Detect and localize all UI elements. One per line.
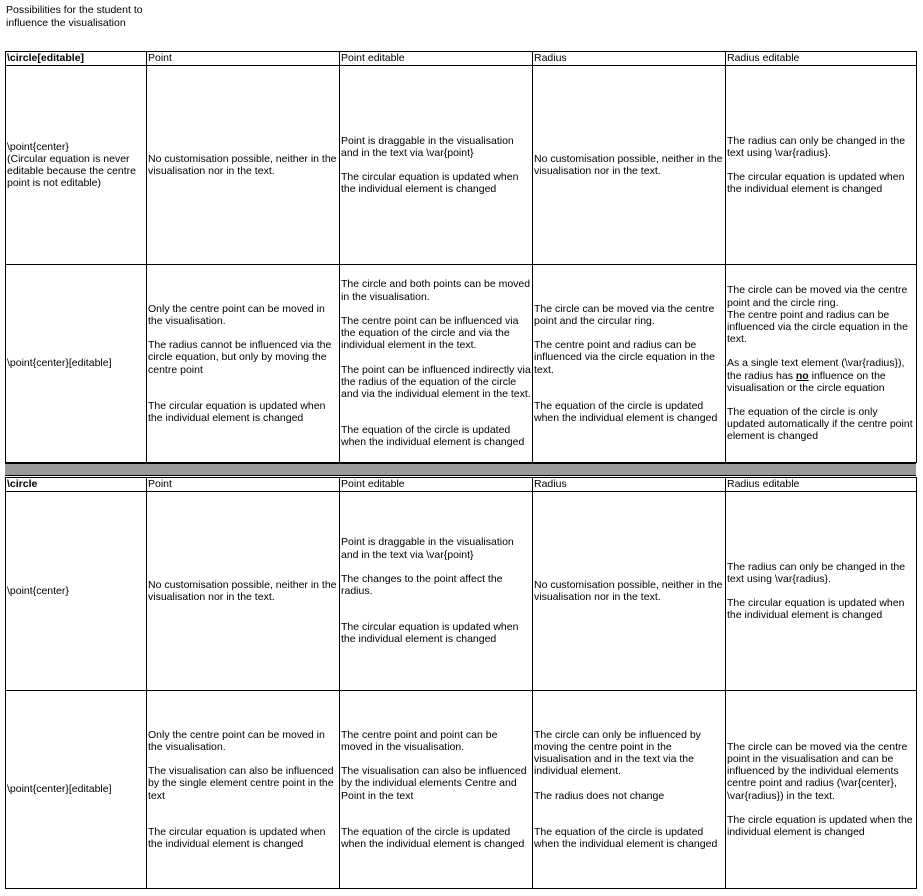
cell-paragraph — [534, 388, 724, 400]
table-cell — [147, 265, 340, 463]
table-circle — [5, 477, 917, 889]
row-label-cell — [6, 492, 147, 691]
table-cell — [340, 265, 533, 463]
cell-paragraph: The circle equation is updated when the individual element is changed — [727, 813, 913, 838]
table-cell — [340, 492, 533, 691]
cell-paragraph — [341, 561, 531, 573]
cell-paragraph: No customisation possible, neither in the visualisation nor in the text. — [148, 578, 337, 603]
table-cell — [340, 66, 533, 265]
cell-paragraph — [534, 778, 724, 790]
row-label-cell — [6, 265, 147, 463]
cell-paragraph: The centre point can be influenced via the equation of the circle and via the individual element in the text. — [341, 314, 519, 352]
cell-paragraph — [148, 802, 338, 814]
table-row — [6, 691, 917, 889]
table-cell — [533, 492, 726, 691]
cell-paragraph — [727, 585, 915, 597]
cell-paragraph — [341, 802, 531, 814]
cell-paragraph: The circular equation is updated when the individual element is changed — [148, 399, 326, 424]
cell-paragraph: Point is draggable in the visualisation and in the text via \var{point} — [341, 536, 514, 561]
cell-paragraph: \point{center}[editable] — [7, 783, 112, 796]
cell-paragraph — [341, 412, 531, 424]
cell-paragraph — [727, 345, 915, 357]
cell-paragraph — [148, 753, 338, 765]
table-cell — [533, 265, 726, 463]
table-cell — [147, 492, 340, 691]
cell-paragraph — [727, 802, 915, 814]
cell-paragraph — [341, 609, 531, 621]
cell-paragraph: Point is draggable in the visualisation and in the text via \var{point} — [341, 134, 514, 159]
cell-paragraph: The centre point and point can be moved in the visualisation. — [341, 728, 498, 753]
cell-paragraph: The equation of the circle is updated when the individual element is changed — [534, 825, 718, 850]
header-cell: Point — [147, 52, 340, 66]
cell-paragraph: The equation of the circle is updated when the individual element is changed — [341, 825, 525, 850]
cell-paragraph: (Circular equation is never editable because the centre point is not editable) — [7, 152, 137, 190]
cell-paragraph: The radius cannot be influenced via the circle equation, but only by moving the centre point — [148, 339, 332, 376]
cell-paragraph — [341, 597, 531, 609]
table-cell — [726, 265, 917, 463]
cell-paragraph: The changes to the point affect the radius. — [341, 572, 503, 597]
cell-paragraph: \point{center} — [7, 140, 69, 153]
cell-paragraph — [148, 814, 338, 826]
cell-paragraph — [534, 814, 724, 826]
cell-paragraph: No customisation possible, neither in the visualisation nor in the text. — [534, 578, 723, 603]
table-row — [6, 492, 917, 691]
table-row — [6, 265, 917, 463]
header-cell: \circle[editable] — [6, 52, 147, 66]
cell-paragraph — [148, 327, 338, 339]
cell-paragraph — [341, 400, 531, 412]
cell-paragraph: The radius does not change — [534, 789, 665, 802]
cell-paragraph: The radius can only be changed in the text using \var{radius}. — [727, 560, 906, 585]
cell-paragraph: \point{center}[editable] — [7, 357, 112, 370]
cell-paragraph: The equation of the circle is updated when the individual element is changed — [341, 424, 525, 449]
cell-paragraph: No customisation possible, neither in the visualisation nor in the text. — [148, 152, 337, 177]
table-cell — [147, 66, 340, 265]
cell-paragraph: The point can be influenced indirectly via the radius of the equation of the circle and via the individual element in the text. — [341, 363, 531, 400]
cell-paragraph: No customisation possible, neither in the visualisation nor in the text. — [534, 152, 723, 177]
cell-paragraph — [341, 352, 531, 364]
cell-paragraph: Only the centre point can be moved in the visualisation. — [148, 728, 325, 753]
cell-paragraph: \point{center} — [7, 584, 69, 597]
cell-paragraph: The circle and both points can be moved in the visualisation. — [341, 278, 531, 303]
cell-paragraph — [534, 376, 724, 388]
table-cell — [726, 691, 917, 889]
table-cell — [533, 66, 726, 265]
header-row — [6, 478, 917, 492]
cell-paragraph: The circular equation is updated when the individual element is changed — [341, 621, 519, 646]
cell-paragraph — [534, 802, 724, 814]
header-cell: Point — [147, 478, 340, 492]
table-cell — [726, 66, 917, 265]
header-cell: Radius editable — [726, 52, 917, 66]
header-cell: Radius — [533, 52, 726, 66]
row-label-cell — [6, 66, 147, 265]
cell-paragraph: Only the centre point can be moved in the visualisation. — [148, 302, 325, 327]
cell-paragraph: The circle can only be influenced by moving the centre point in the visualisation and in the text via the individual element. — [534, 728, 701, 778]
cell-paragraph — [341, 753, 531, 765]
cell-paragraph — [534, 327, 724, 339]
table-separator — [5, 463, 916, 476]
document-caption: Possibilities for the student to influence the visualisation — [6, 4, 143, 29]
cell-paragraph — [148, 376, 338, 388]
table-cell — [726, 492, 917, 691]
cell-paragraph: The circle can be moved via the centre point in the visualisation and can be influenced by the individual elements centre point and radius (\var{center}, \var{radius}) in the text. — [727, 740, 908, 802]
cell-paragraph: The circular equation is updated when the individual element is changed — [727, 597, 905, 622]
cell-paragraph: The centre point and radius can be influenced via the circle equation in the text. — [534, 339, 715, 376]
table-cell — [340, 691, 533, 889]
cell-paragraph: The circular equation is updated when the individual element is changed — [727, 171, 905, 196]
table-circle-editable — [5, 51, 917, 463]
header-cell: Point editable — [340, 52, 533, 66]
table-cell — [147, 691, 340, 889]
cell-paragraph: The visualisation can also be influenced by the single element centre point in the text — [148, 765, 334, 802]
cell-paragraph — [341, 303, 531, 315]
cell-paragraph — [727, 159, 915, 171]
cell-paragraph — [148, 388, 338, 400]
cell-paragraph: The circle can be moved via the centre point and the circular ring. — [534, 302, 715, 327]
cell-paragraph — [341, 159, 531, 171]
header-cell: Radius — [533, 478, 726, 492]
table-row — [6, 66, 917, 265]
cell-paragraph: The circular equation is updated when the individual element is changed — [341, 171, 519, 196]
cell-paragraph — [341, 814, 531, 826]
header-row — [6, 52, 917, 66]
row-label-cell — [6, 691, 147, 889]
table-cell — [533, 691, 726, 889]
cell-paragraph: As a single text element (\var{radius}), the radius has no influence on the visualisation or the circle equation — [727, 357, 905, 394]
cell-paragraph: The centre point and radius can be influenced via the circle equation in the text. — [727, 308, 908, 346]
cell-paragraph: The visualisation can also be influenced by the individual elements Centre and Point in the text — [341, 765, 527, 802]
cell-paragraph — [727, 394, 915, 406]
cell-paragraph: The equation of the circle is updated when the individual element is changed — [534, 399, 718, 424]
header-cell: Radius editable — [726, 478, 917, 492]
cell-paragraph: The radius can only be changed in the text using \var{radius}. — [727, 134, 906, 159]
emphasis-word: no — [795, 369, 809, 382]
header-cell: \circle — [6, 478, 147, 492]
header-cell: Point editable — [340, 478, 533, 492]
cell-paragraph: The circular equation is updated when the individual element is changed — [148, 825, 326, 850]
cell-paragraph: The circle can be moved via the centre point and the circle ring. — [727, 284, 908, 309]
cell-paragraph: The equation of the circle is only updated automatically if the centre point element is changed — [727, 406, 913, 443]
